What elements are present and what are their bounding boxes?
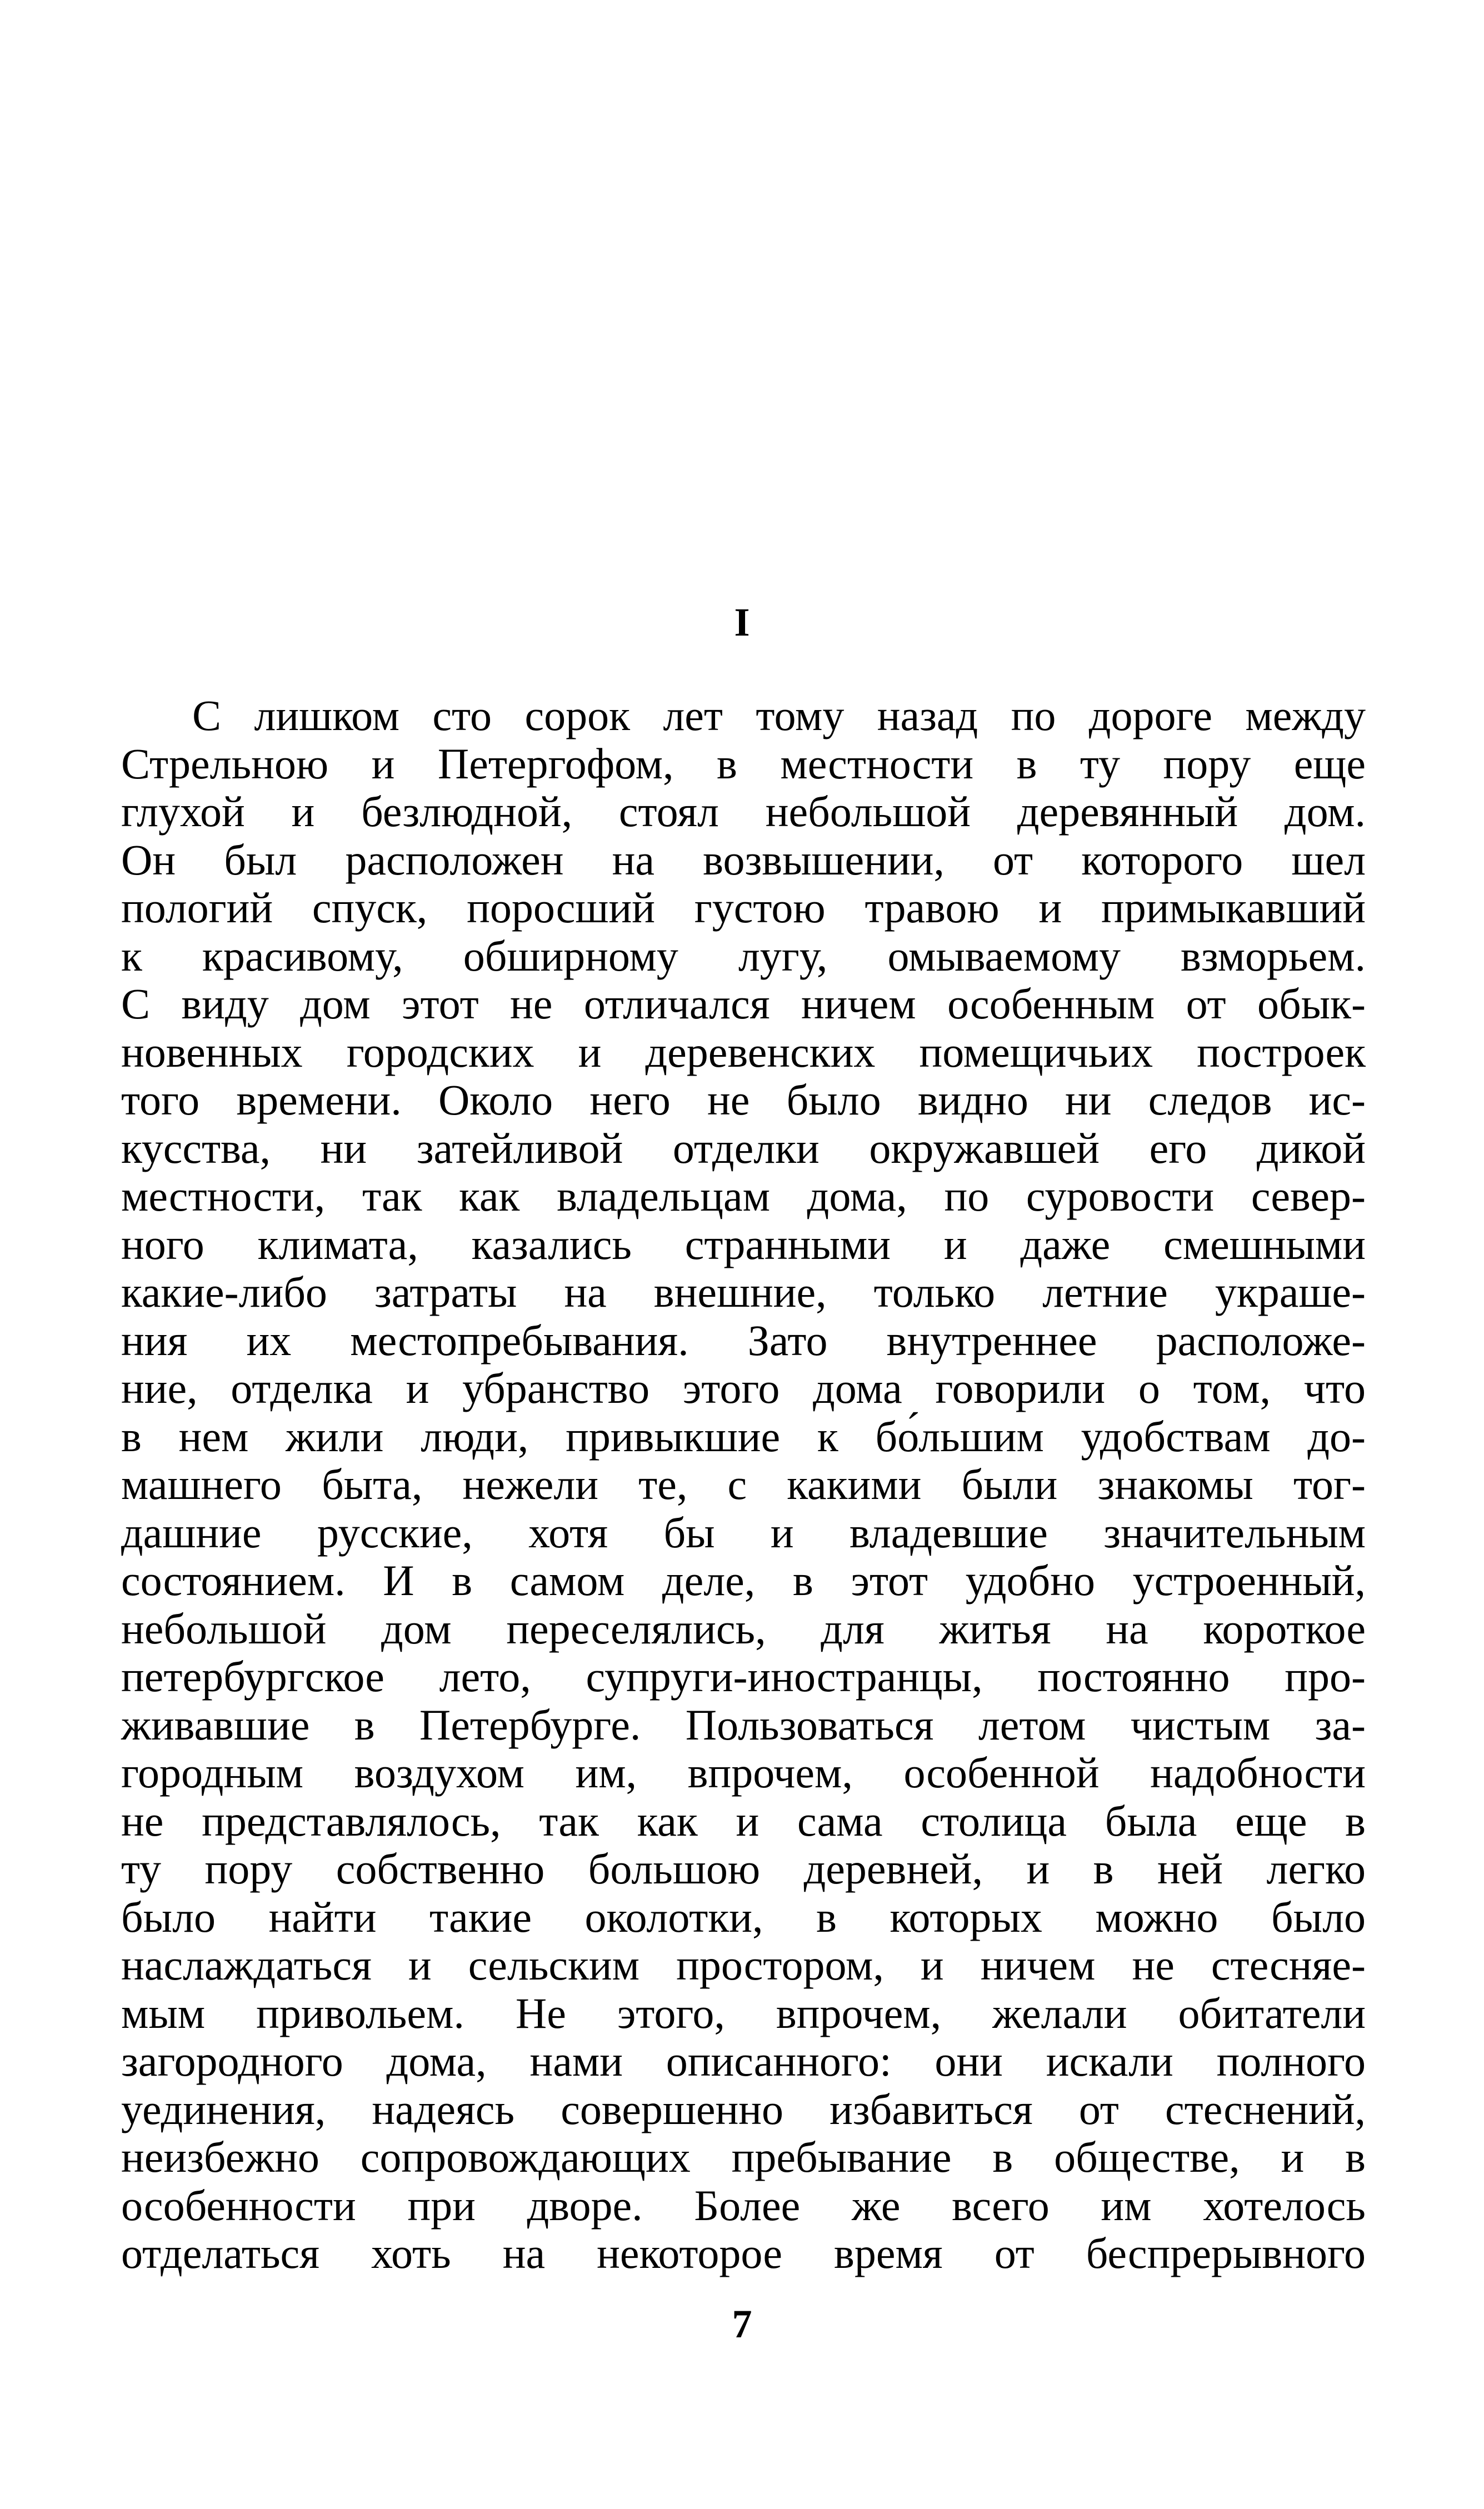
- text-line: машнего быта, нежели те, с какими были знакомы тог-: [121, 1460, 1366, 1508]
- text-line: неизбежно сопровождающих пребывание в обществе, и в: [121, 2133, 1366, 2181]
- text-line: отделаться хоть на некоторое время от беспрерывного: [121, 2229, 1366, 2277]
- text-line: кусства, ни затейливой отделки окружавшей его дикой: [121, 1123, 1366, 1172]
- text-line: небольшой дом переселялись, для житья на короткое: [121, 1604, 1366, 1653]
- text-line: С лишком сто сорок лет тому назад по дороге между: [192, 691, 1366, 739]
- text-line: живавшие в Петербурге. Пользоваться летом чистым за-: [121, 1700, 1366, 1749]
- text-line: в нем жили люди, привыкшие к бо́льшим удобствам до-: [121, 1412, 1366, 1461]
- text-line: дашние русские, хотя бы и владевшие значительным: [121, 1508, 1366, 1557]
- chapter-number: I: [734, 600, 750, 644]
- text-line: особенности при дворе. Более же всего им хотелось: [121, 2181, 1366, 2230]
- text-line: какие-либо затраты на внешние, только летние украше-: [121, 1268, 1366, 1316]
- page-number: 7: [732, 2302, 752, 2346]
- text-line: загородного дома, нами описанного: они искали полного: [121, 2037, 1366, 2085]
- text-line: к красивому, обширному лугу, омываемому взморьем.: [121, 931, 1366, 980]
- text-line: уединения, надеясь совершенно избавиться от стеснений,: [121, 2085, 1366, 2133]
- text-line: наслаждаться и сельским простором, и ничем не стесняе-: [121, 1941, 1366, 1989]
- text-line: было найти такие околотки, в которых можно было: [121, 1892, 1366, 1941]
- text-line: Стрельною и Петергофом, в местности в ту пору еще: [121, 739, 1366, 788]
- text-line: новенных городских и деревенских помещичьих построек: [121, 1027, 1366, 1076]
- body-text: [121, 692, 1366, 2278]
- text-line: местности, так как владельцам дома, по суровости север-: [121, 1172, 1366, 1220]
- text-line: глухой и безлюдной, стоял небольшой деревянный дом.: [121, 787, 1366, 836]
- text-line: ния их местопребывания. Зато внутреннее расположе-: [121, 1316, 1366, 1365]
- text-line: Он был расположен на возвышении, от которого шел: [121, 835, 1366, 884]
- text-line: мым привольем. Не этого, впрочем, желали обитатели: [121, 1988, 1366, 2037]
- text-line: городным воздухом им, впрочем, особенной надобности: [121, 1748, 1366, 1797]
- text-line: того времени. Около него не было видно ни следов ис-: [121, 1076, 1366, 1124]
- text-line: ние, отделка и убранство этого дома говорили о том, что: [121, 1364, 1366, 1412]
- text-line: состоянием. И в самом деле, в этот удобно устроенный,: [121, 1556, 1366, 1605]
- text-line: ту пору собственно большою деревней, и в ней легко: [121, 1845, 1366, 1893]
- text-line: петербургское лето, супруги-иностранцы, постоянно про-: [121, 1652, 1366, 1701]
- text-line: пологий спуск, поросший густою травою и примыкавший: [121, 883, 1366, 932]
- text-line: ного климата, казались странными и даже смешными: [121, 1219, 1366, 1268]
- text-line: С виду дом этот не отличался ничем особенным от обык-: [121, 979, 1366, 1028]
- text-line: не представлялось, так как и сама столица была еще в: [121, 1796, 1366, 1845]
